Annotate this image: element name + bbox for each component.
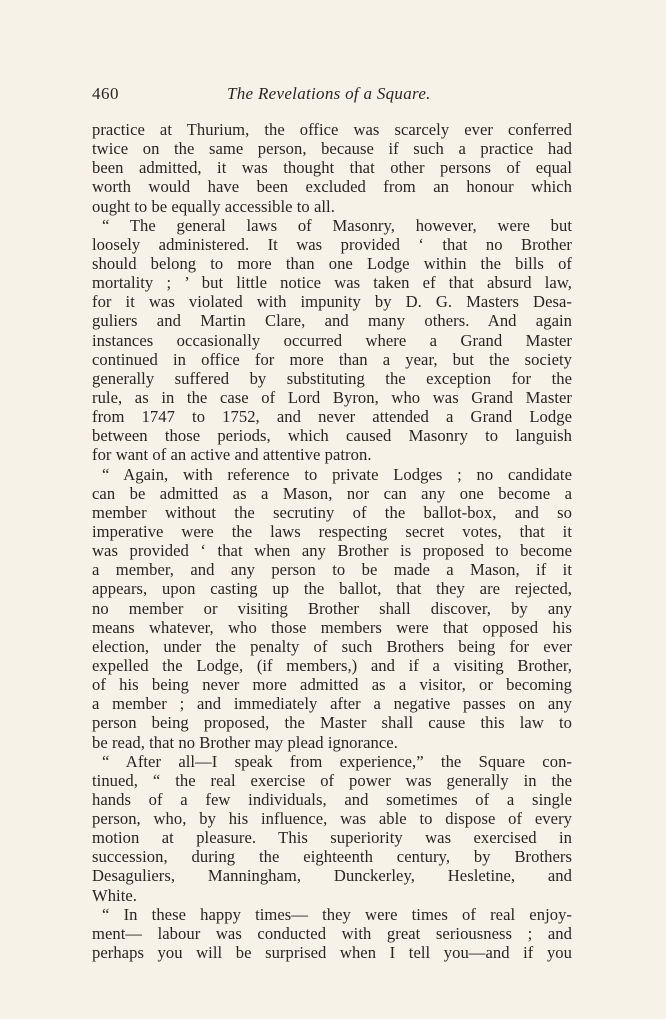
page-header: [92, 84, 572, 110]
text-line: instances occasionally occurred where a Grand Master: [92, 330, 572, 350]
text-line: member without the secrutiny of the ballot-box, and so: [92, 502, 572, 522]
text-line: guliers and Martin Clare, and many others. And again: [92, 311, 572, 331]
text-line: should belong to more than one Lodge within the bills of: [92, 253, 572, 273]
text-line: White.: [92, 885, 137, 905]
text-line: for it was violated with impunity by D. G. Masters Desa-: [92, 292, 572, 312]
text-line: twice on the same person, because if such a practice had: [92, 139, 572, 159]
text-line: succession, during the eighteenth century, by Brothers: [92, 847, 572, 867]
text-line: appears, upon casting up the ballot, that they are rejected,: [92, 579, 572, 599]
text-line: be read, that no Brother may plead ignorance.: [92, 732, 398, 752]
text-line: “ After all—I speak from experience,” the Square con-: [102, 751, 572, 771]
text-line: for want of an active and attentive patron.: [92, 445, 372, 465]
text-line: Desaguliers, Manningham, Dunckerley, Hesletine, and: [92, 866, 572, 886]
text-line: a member ; and immediately after a negative passes on any: [92, 694, 572, 714]
text-line: continued in office for more than a year, but the society: [92, 349, 572, 369]
text-line: of his being never more admitted as a visitor, or becoming: [92, 675, 572, 695]
text-line: ought to be equally accessible to all.: [92, 196, 335, 216]
text-line: election, under the penalty of such Brothers being for ever: [92, 636, 572, 656]
text-line: means whatever, who those members were that opposed his: [92, 617, 572, 637]
text-line: worth would have been excluded from an honour which: [92, 177, 572, 197]
text-line: from 1747 to 1752, and never attended a Grand Lodge: [92, 407, 572, 427]
text-line: loosely administered. It was provided ‘ that no Brother: [92, 234, 572, 254]
text-line: generally suffered by substituting the exception for the: [92, 368, 572, 388]
running-title: The Revelations of a Square.: [227, 84, 431, 103]
text-line: no member or visiting Brother shall discover, by any: [92, 598, 572, 618]
text-line: can be admitted as a Mason, nor can any one become a: [92, 483, 572, 503]
text-line: “ In these happy times— they were times of real enjoy-: [102, 904, 572, 924]
text-line: hands of a few individuals, and sometimes of a single: [92, 789, 572, 809]
text-line: a member, and any person to be made a Mason, if it: [92, 560, 572, 580]
text-line: person, who, by his influence, was able to dispose of every: [92, 809, 572, 829]
text-line: was provided ‘ that when any Brother is proposed to become: [92, 541, 572, 561]
text-line: been admitted, it was thought that other persons of equal: [92, 158, 572, 178]
page-number: 460: [92, 84, 119, 103]
text-line: imperative were the laws respecting secret votes, that it: [92, 521, 572, 541]
text-line: between those periods, which caused Masonry to languish: [92, 426, 572, 446]
text-line: practice at Thurium, the office was scarcely ever conferred: [92, 120, 572, 139]
body-text: [92, 120, 572, 962]
text-line: “ Again, with reference to private Lodges ; no candidate: [102, 464, 572, 484]
text-line: “ The general laws of Masonry, however, were but: [102, 215, 572, 235]
text-line: perhaps you will be surprised when I tell you—and if you: [92, 943, 572, 963]
text-line: expelled the Lodge, (if members,) and if a visiting Brother,: [92, 655, 572, 675]
text-line: motion at pleasure. This superiority was exercised in: [92, 828, 572, 848]
text-line: rule, as in the case of Lord Byron, who was Grand Master: [92, 387, 572, 407]
text-line: ment— labour was conducted with great seriousness ; and: [92, 923, 572, 943]
text-line: mortality ; ’ but little notice was taken ef that absurd law,: [92, 273, 572, 293]
text-line: person being proposed, the Master shall cause this law to: [92, 713, 572, 733]
text-line: tinued, “ the real exercise of power was generally in the: [92, 770, 572, 790]
